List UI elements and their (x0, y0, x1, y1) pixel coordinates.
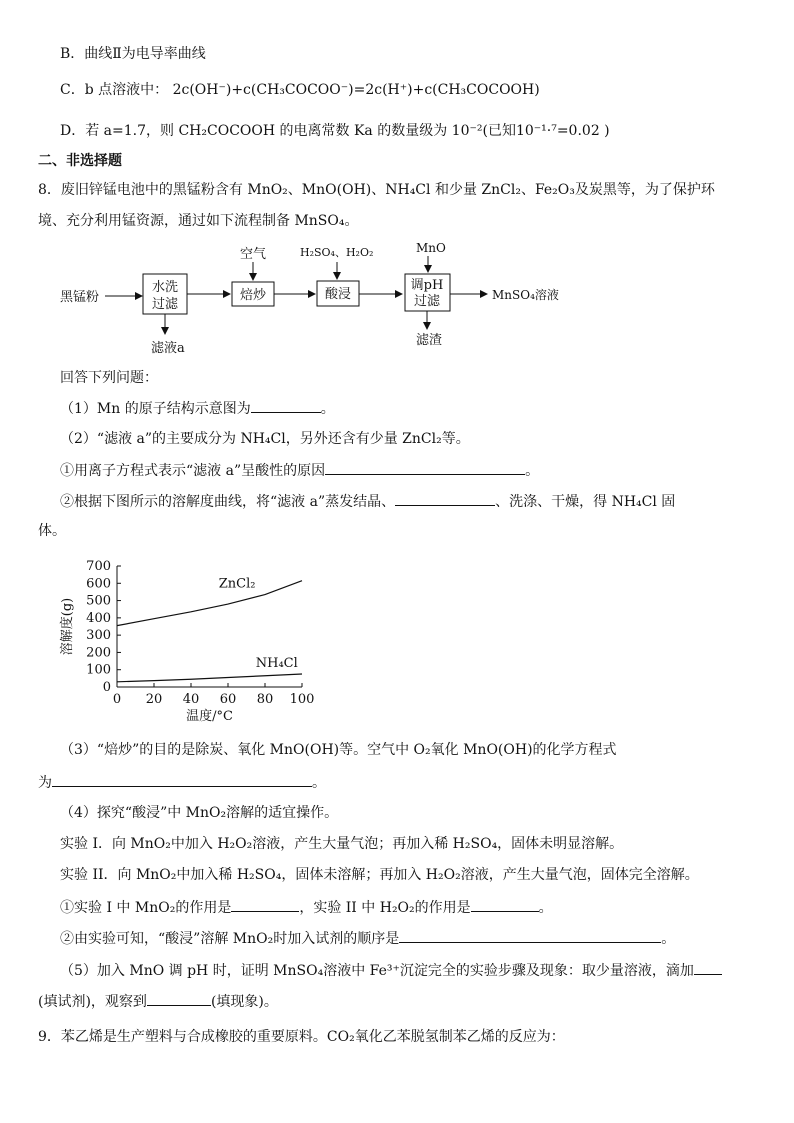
q8-p4a (60, 897, 553, 918)
q8-p2b-pre: ②根据下图所示的溶解度曲线，将“滤液 a”蒸发结晶、 (60, 494, 396, 510)
q8-p4b (60, 928, 675, 949)
answer-blank[interactable] (395, 491, 495, 506)
series-label: ZnCl₂ (218, 576, 256, 592)
flow-start: 黑锰粉 (60, 290, 100, 305)
y-tick-label: 600 (86, 576, 111, 592)
flow-box1-line1: 水洗 (151, 280, 179, 295)
flow-box4-line1: 调pH (410, 278, 444, 293)
y-tick-label: 200 (86, 645, 111, 661)
q8-p5-post: (填现象)。 (210, 994, 278, 1010)
answer-blank[interactable] (52, 772, 312, 787)
q8-p3-line2-text: 为 (38, 775, 52, 791)
q8-p4: （4）探究“酸浸”中 MnO₂溶解的适宜操作。 (60, 805, 339, 821)
q8-p4b-text: ②由实验可知，“酸浸”溶解 MnO₂时加入试剂的顺序是 (60, 931, 400, 947)
q8-exp1: 实验 I．向 MnO₂中加入 H₂O₂溶液，产生大量气泡；再加入稀 H₂SO₄，固体未明显溶解。 (60, 836, 624, 852)
process-flowchart (50, 236, 610, 356)
period: 。 (525, 463, 540, 479)
y-tick-label: 300 (86, 628, 111, 644)
section-title: 二、非选择题 (38, 153, 122, 169)
answer-blank[interactable] (325, 460, 525, 475)
q8-p3-line1: （3）“焙炒”的目的是除炭、氧化 MnO(OH)等。空气中 O₂氧化 MnO(OH)的化学方程式 (60, 742, 617, 758)
flow-box1-line2: 过滤 (151, 297, 179, 312)
x-tick-label: 100 (289, 692, 315, 707)
option-c (60, 80, 540, 100)
x-tick-label: 0 (112, 692, 122, 707)
period: 。 (538, 900, 553, 916)
answer-blank[interactable] (471, 897, 539, 912)
x-tick-label: 80 (256, 692, 274, 707)
q8-p2b (60, 491, 675, 512)
q8-p5-pre: (填试剂)，观察到 (38, 994, 147, 1010)
q8-p2: （2）“滤液 a”的主要成分为 NH₄Cl，另外还含有少量 ZnCl₂等。 (60, 431, 470, 447)
period: 。 (320, 401, 335, 417)
q8-p2b-post: 、洗涤、干燥，得 NH₄Cl 固 (495, 494, 676, 510)
flow-box4-line2: 过滤 (413, 294, 441, 309)
flow-out-residue: 滤渣 (416, 333, 443, 348)
q8-exp2: 实验 II．向 MnO₂中加入稀 H₂SO₄，固体未溶解；再加入 H₂O₂溶液，产生大量气泡，固体完全溶解。 (60, 867, 699, 883)
q8-p1 (60, 398, 335, 419)
answer-blank[interactable] (251, 398, 321, 413)
q8-p1-text: （1）Mn 的原子结构示意图为 (60, 401, 251, 417)
y-tick-label: 400 (86, 610, 111, 626)
series-label: NH₄Cl (255, 656, 298, 672)
q9-stem: 9．苯乙烯是生产塑料与合成橡胶的重要原料。CO₂氧化乙苯脱氢制苯乙烯的反应为： (38, 1029, 565, 1045)
q8-p4a-mid: ，实验 II 中 H₂O₂的作用是 (299, 900, 471, 916)
x-tick-label: 40 (182, 692, 200, 707)
q8-p5-line2 (38, 991, 278, 1012)
series-line-nh4cl (117, 674, 302, 682)
answer-blank[interactable] (399, 928, 661, 943)
q8-p3-line2 (38, 772, 326, 793)
answer-blank[interactable] (694, 960, 722, 975)
y-tick-label: 700 (86, 559, 111, 574)
answer-blank[interactable] (231, 897, 299, 912)
period: 。 (312, 775, 326, 791)
y-tick-label: 100 (86, 662, 111, 678)
option-d: D．若 a=1.7，则 CH₂COCOOH 的电离常数 Ka 的数量级为 10⁻²(已知10⁻¹·⁷=0.02 ) (60, 123, 610, 139)
q8-p5-line1 (60, 960, 722, 981)
solubility-chart (55, 556, 325, 726)
x-tick-label: 60 (219, 692, 237, 707)
option-c-formula: 2c(OH⁻)+c(CH₃COCOO⁻)=2c(H⁺)+c(CH₃COCOOH) (172, 82, 540, 98)
y-axis-label: 溶解度(g) (60, 597, 75, 656)
x-axis-label: 温度/°C (186, 709, 233, 724)
q8-p2a (60, 460, 539, 481)
flow-product: MnSO₄溶液 (492, 288, 559, 302)
y-tick-label: 500 (86, 593, 111, 609)
q8-prompt: 回答下列问题： (60, 370, 158, 386)
flow-box2-label: 焙炒 (239, 288, 267, 303)
q8-stem-line2: 境、充分利用锰资源，通过如下流程制备 MnSO₄。 (38, 213, 359, 229)
q8-p4a-pre: ①实验 I 中 MnO₂的作用是 (60, 900, 232, 916)
flow-in-air: 空气 (240, 247, 267, 262)
answer-blank[interactable] (147, 991, 211, 1006)
flow-in-mno: MnO (416, 241, 446, 255)
q8-p2b-line2: 体。 (38, 523, 66, 539)
flow-out-filtrate-a: 滤液a (151, 341, 185, 356)
q8-stem-line1: 8．废旧锌锰电池中的黑锰粉含有 MnO₂、MnO(OH)、NH₄Cl 和少量 ZnCl₂、Fe₂O₃及炭黑等，为了保护环 (38, 182, 715, 198)
series-line-zncl2 (117, 581, 302, 626)
flow-in-acid: H₂SO₄、H₂O₂ (300, 246, 374, 259)
q8-p2a-text: ①用离子方程式表示“滤液 a”呈酸性的原因 (60, 463, 326, 479)
period: 。 (661, 931, 676, 947)
flow-box3-label: 酸浸 (324, 287, 352, 302)
q8-p5-line1-text: （5）加入 MnO 调 pH 时，证明 MnSO₄溶液中 Fe³⁺沉淀完全的实验步骤及现象：取少量溶液，滴加 (60, 963, 694, 979)
option-b: B．曲线Ⅱ为电导率曲线 (60, 46, 206, 62)
option-c-prefix: C．b 点溶液中： (60, 82, 169, 98)
x-tick-label: 20 (145, 692, 163, 707)
y-tick-label: 0 (102, 680, 111, 695)
